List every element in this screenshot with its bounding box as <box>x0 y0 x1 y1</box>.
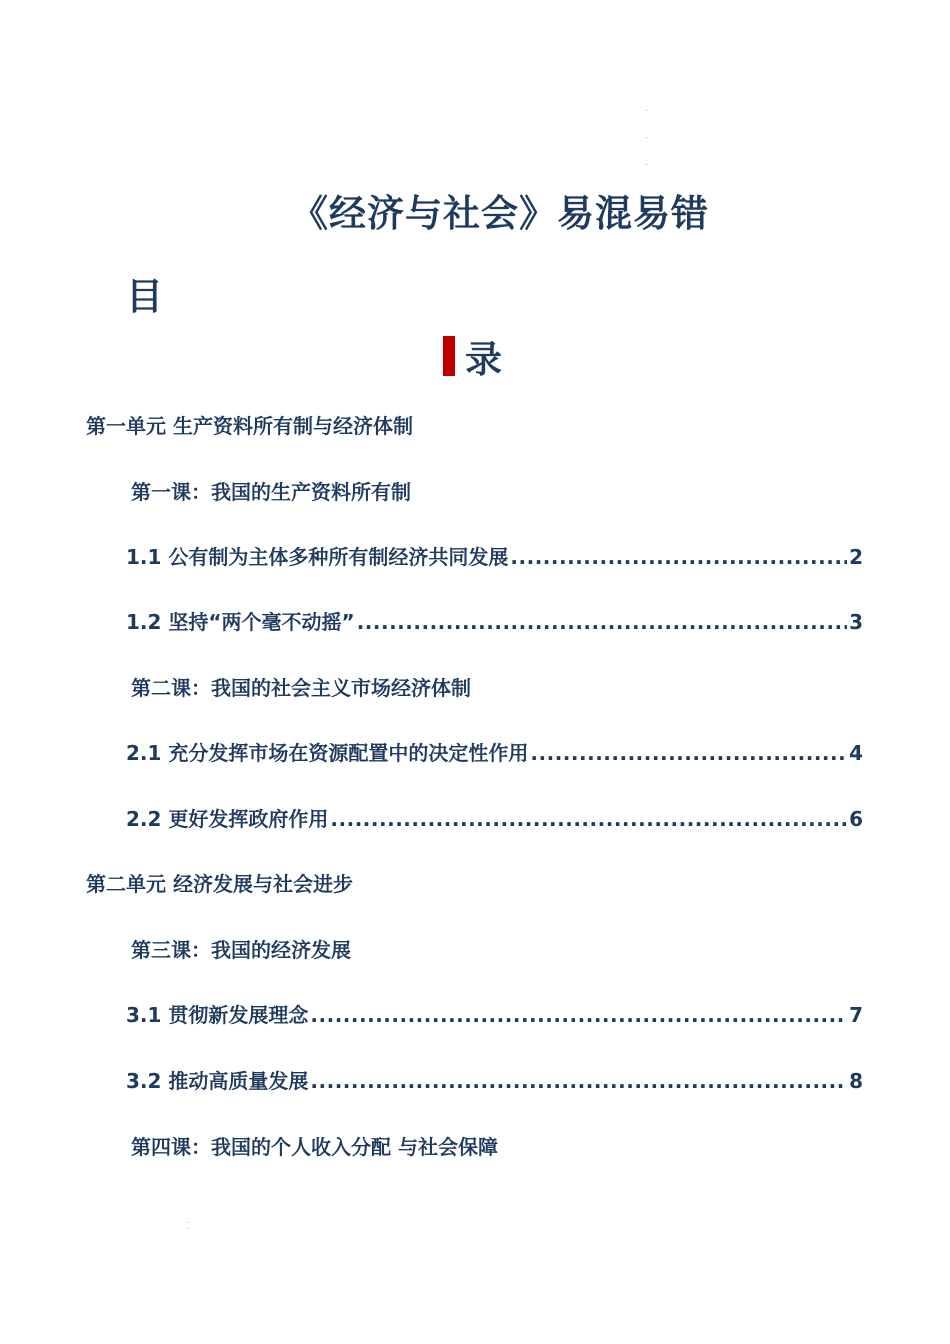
toc-item-label: 3.2 推动高质量发展 <box>126 1069 309 1093</box>
document-title: 《经济与社会》易混易错 <box>291 192 709 235</box>
toc-item-3-1[interactable] <box>126 1002 863 1028</box>
header-marks <box>646 110 650 191</box>
toc-item-label: 3.1 贯彻新发展理念 <box>126 1003 309 1027</box>
dot-leader <box>330 806 847 832</box>
toc-item-page: 7 <box>849 1003 863 1027</box>
toc-item-label: 1.2 坚持“两个毫不动摇” <box>126 610 355 634</box>
footer-mark <box>188 1222 189 1223</box>
dot-leader <box>357 609 847 635</box>
toc-heading-block <box>443 329 502 383</box>
toc-item-label: 1.1 公有制为主体多种所有制经济共同发展 <box>126 545 509 569</box>
toc-item-page: 8 <box>849 1069 863 1093</box>
dot-leader <box>310 1068 847 1094</box>
dot-leader <box>530 740 847 766</box>
toc-heading-part1: 目 <box>126 275 163 318</box>
dot-leader <box>510 544 847 570</box>
toc-item-3-2[interactable] <box>126 1068 863 1094</box>
toc-item-2-2[interactable] <box>126 806 863 832</box>
footer-mark <box>188 1228 189 1229</box>
toc-lesson-2[interactable]: 第二课：我国的社会主义市场经济体制 <box>131 676 471 700</box>
dot-leader <box>310 1002 847 1028</box>
toc-item-label: 2.1 充分发挥市场在资源配置中的决定性作用 <box>126 741 529 765</box>
toc-lesson-3[interactable]: 第三课：我国的经济发展 <box>131 938 351 962</box>
toc-item-1-1[interactable] <box>126 544 863 570</box>
toc-lesson-1[interactable]: 第一课：我国的生产资料所有制 <box>131 480 411 504</box>
toc-item-page: 2 <box>849 545 863 569</box>
toc-item-2-1[interactable] <box>126 740 863 766</box>
toc-item-page: 4 <box>849 741 863 765</box>
toc-item-page: 6 <box>849 807 863 831</box>
toc-unit-1[interactable]: 第一单元 生产资料所有制与经济体制 <box>86 414 413 438</box>
toc-lesson-4[interactable]: 第四课：我国的个人收入分配 与社会保障 <box>131 1135 498 1159</box>
toc-unit-2[interactable]: 第二单元 经济发展与社会进步 <box>86 872 353 896</box>
toc-item-page: 3 <box>849 610 863 634</box>
toc-heading-part2: 录 <box>465 338 502 381</box>
toc-item-label: 2.2 更好发挥政府作用 <box>126 807 329 831</box>
toc-item-1-2[interactable] <box>126 609 863 635</box>
accent-bar <box>443 336 455 376</box>
